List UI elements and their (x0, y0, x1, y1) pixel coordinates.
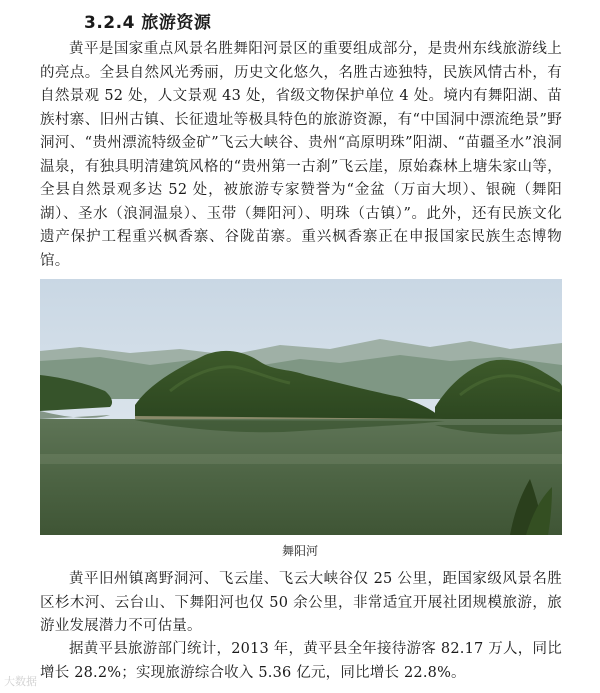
section-heading: 3.2.4 旅游资源 (84, 13, 212, 33)
watermark: 大数据 (4, 675, 37, 688)
paragraph-statistics: 据黄平县旅游部门统计，2013 年，黄平县全年接待游客 82.17 万人，同比增长 28.2%；实现旅游综合收入 5.36 亿元，同比增长 22.8%。 (40, 641, 562, 681)
paragraph-tourism-resources: 黄平是国家重点风景名胜舞阳河景区的重要组成部分，是贵州东线旅游线上的亮点。全县自然风光秀丽，历史文化悠久，名胜古迹独特，民族风情古朴，有自然景观 52 处，人文景观 43 处，省级文物保护单位 4 处。境内有舞阳湖、苗族村寨、旧州古镇、长征遗址等极具特色的旅游资源，有“中国洞中漂流绝景”野洞河、“贵州漂流特级金矿”飞云大峡谷、贵州“高原明珠”阳湖、“苗疆圣水”浪洞温泉，有独具明清建筑风格的“贵州第一古刹”飞云崖，原始森林上塘朱家山等，全县自然景观多达 52 处，被旅游专家赞誉为“金盆（万亩大坝）、银碗（舞阳湖）、圣水（浪洞温泉）、玉带（舞阳河）、明珠（古镇）”。此外，还有民族文化遗产保护工程重兴枫香寨、谷陇苗寨。重兴枫香寨正在申报国家民族生态博物馆。 (40, 41, 562, 269)
paragraph-location: 黄平旧州镇离野洞河、飞云崖、飞云大峡谷仅 25 公里，距国家级风景名胜区杉木河、云台山、下舞阳河也仅 50 余公里，非常适宜开展社团规模旅游，旅游业发展潜力不可估量。 (40, 571, 562, 634)
photo-caption: 舞阳河 (281, 544, 318, 558)
wuyang-river-photo (40, 279, 562, 535)
